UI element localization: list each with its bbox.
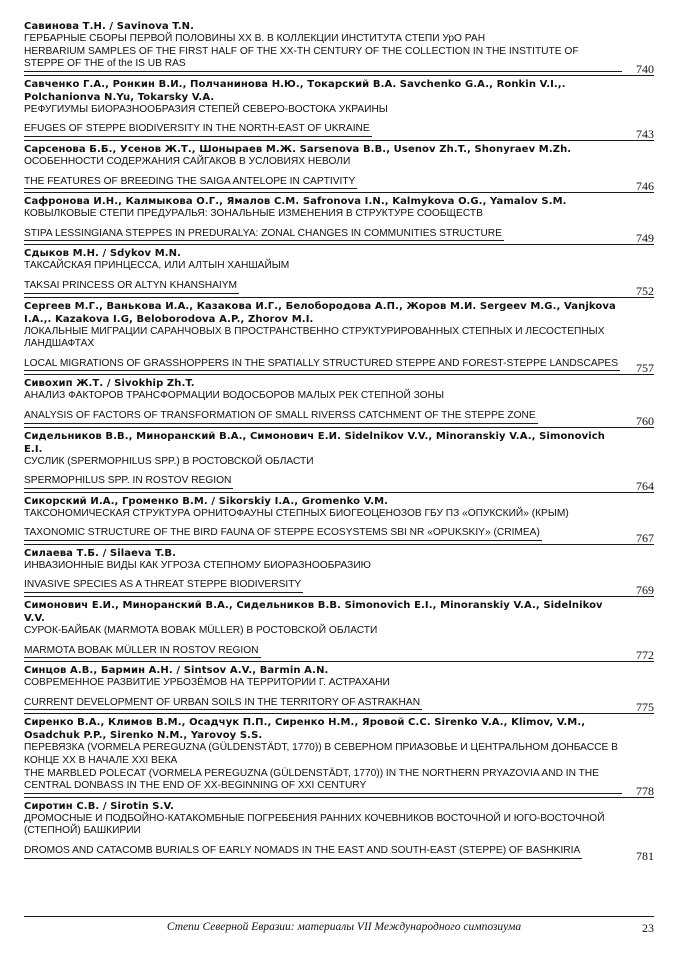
entry-page-number: 781 — [636, 848, 654, 863]
entry-authors: Сидельников В.В., Миноранский В.А., Симонович Е.И. Sidelnikov V.V., Minoranskiy V.A., Simonovich E.I. — [24, 430, 606, 455]
entry-title-en: SPERMOPHILUS SPP. IN ROSTOV REGION — [24, 475, 233, 489]
entry-authors: Сдыков М.Н. / Sdykov M.N. — [24, 248, 182, 260]
entry-title-en: TAKSAI PRINCESS OR ALTYN KHANSHAIYM — [24, 280, 239, 294]
toc-entry — [24, 374, 654, 426]
entry-authors: Силаева Т.Б. / Silaeva T.B. — [24, 547, 176, 559]
entry-authors: Сергеев М.Г., Ванькова И.А., Казакова И.Г., Белобородова А.П., Жоров М.И. Sergeev M.G., Vanjkova I.A.,. Kazakova I.G, Beloborodova A.P., Zhorov M.I. — [24, 300, 616, 325]
entry-title-en: INVASIVE SPECIES AS A THREAT STEPPE BIODIVERSITY — [24, 579, 303, 593]
toc-entry — [24, 244, 654, 296]
entry-authors: Сарсенова Б.Б., Усенов Ж.Т., Шонырaев М.Ж. Sarsenova B.B., Usenov Zh.T., Shonyraev M.Zh. — [24, 143, 572, 155]
toc-entry — [24, 492, 654, 544]
entry-page-number: 743 — [636, 126, 654, 141]
entry-title-en: EFUGES OF STEPPE BIODIVERSITY IN THE NORTH-EAST OF UKRAINE — [24, 123, 372, 137]
entry-authors: Сиротин С.В. / Sirotin S.V. — [24, 800, 174, 812]
page-footer — [24, 916, 654, 935]
entry-title-en: TAXONOMIC STRUCTURE OF THE BIRD FAUNA OF STEPPE ECOSYSTEMS SBI NR «OPUKSKIY» (CRIMEA) — [24, 527, 542, 541]
entry-title-ru: ОСОБЕННОСТИ СОДЕРЖАНИЯ САЙГАКОВ В УСЛОВИЯХ НЕВОЛИ — [24, 155, 351, 167]
entry-page-number: 760 — [636, 413, 654, 428]
footer-page-number: 23 — [642, 921, 654, 935]
entry-title-en: ANALYSIS OF FACTORS OF TRANSFORMATION OF SMALL RIVERSS CATCHMENT OF THE STEPPE ZONE — [24, 410, 538, 424]
toc-entry — [24, 192, 654, 244]
entry-title-ru: ТАКСОНОМИЧЕСКАЯ СТРУКТУРА ОРНИТОФАУНЫ СТЕПНЫХ БИОГЕОЦЕНОЗОВ ГБУ ПЗ «ОПУКСКИЙ» (КРЫМ) — [24, 507, 569, 519]
entry-authors: Савченко Г.А., Ронкин В.И., Полчанинова Н.Ю., Токарский В.А. Savchenko G.A., Ronkin V.I.,. Polchanionva N.Yu, Tokarsky V.A. — [24, 78, 566, 103]
entry-page-number: 772 — [636, 648, 654, 663]
entry-authors: Сикорский И.А., Громенко В.М. / Sikorskiy I.A., Gromenko V.M. — [24, 495, 389, 507]
toc-entry — [24, 427, 654, 492]
entry-title-en: THE FEATURES OF BREEDING THE SAIGA ANTELOPE IN CAPTIVITY — [24, 176, 357, 190]
entry-page-number: 740 — [636, 61, 654, 76]
entry-authors: Сивохип Ж.Т. / Sivokhip Zh.T. — [24, 378, 195, 390]
entry-title-ru: СОВРЕМЕННОЕ РАЗВИТИЕ УРБОЗЁМОВ НА ТЕРРИТОРИИ Г. АСТРАХАНИ — [24, 677, 390, 689]
toc-entry — [24, 797, 654, 862]
entry-title-ru: ПЕРЕВЯЗКА (VORMELA PEREGUZNA (GÜLDENSTÄDT, 1770)) В СЕВЕРНОМ ПРИАЗОВЬЕ И ЦЕНТРАЛЬНОМ ДОНБАССЕ В КОНЦЕ XX В НАЧАЛЕ XXI ВЕКА — [24, 742, 618, 767]
toc-entry — [24, 18, 654, 75]
entry-title-ru: СУРОК-БАЙБАК (MARMOTA BOBAK MÜLLER) В РОСТОВСКОЙ ОБЛАСТИ — [24, 625, 378, 637]
entry-page-number: 769 — [636, 583, 654, 598]
footer-publication-title: Степи Северной Евразии: материалы VII Международного симпозиума — [166, 921, 522, 933]
toc-entry — [24, 544, 654, 596]
entry-page-number: 752 — [636, 283, 654, 298]
toc-entry — [24, 661, 654, 713]
entry-title-ru: ДРОМОСНЫЕ И ПОДБОЙНО-КАТАКОМБНЫЕ ПОГРЕБЕНИЯ РАННИХ КОЧЕВНИКОВ ВОСТОЧНОЙ И ЮГО-ВОСТОЧНОЙ (СТЕПНОЙ) БАШКИРИИ — [24, 812, 605, 837]
entry-title-en: DROMOS AND CATACOMB BURIALS OF EARLY NOMADS IN THE EAST AND SOUTH-EAST (STEPPE) OF BASHKIRIA — [24, 845, 582, 859]
entry-title-ru: ТАКСАЙСКАЯ ПРИНЦЕССА, ИЛИ АЛТЫН ХАНШАЙЫМ — [24, 260, 290, 272]
entry-title-en: HERBARIUM SAMPLES OF THE FIRST HALF OF THE XX-TH CENTURY OF THE COLLECTION IN THE INSTITUTE OF STEPPE OF THE of the IS UB RAS — [24, 46, 622, 72]
toc-entry — [24, 140, 654, 192]
entry-title-ru: КОВЫЛКОВЫЕ СТЕПИ ПРЕДУРАЛЬЯ: ЗОНАЛЬНЫЕ ИЗМЕНЕНИЯ В СТРУКТУРЕ СООБЩЕСТВ — [24, 208, 483, 220]
entry-title-ru: ИНВАЗИОННЫЕ ВИДЫ КАК УГРОЗА СТЕПНОМУ БИОРАЗНООБРАЗИЮ — [24, 559, 371, 571]
entry-title-ru: АНАЛИЗ ФАКТОРОВ ТРАНСФОРМАЦИИ ВОДОСБОРОВ МАЛЫХ РЕК СТЕПНОЙ ЗОНЫ — [24, 390, 444, 402]
entry-page-number: 775 — [636, 700, 654, 715]
entry-authors: Симонович Е.И., Миноранский В.А., Сидельников В.В. Simonovich E.I., Minoranskiy V.A., Sidelnikov V.V. — [24, 600, 603, 625]
entry-title-ru: ГЕРБАРНЫЕ СБОРЫ ПЕРВОЙ ПОЛОВИНЫ XX В. В КОЛЛЕКЦИИ ИНСТИТУТА СТЕПИ УрО РАН — [24, 33, 486, 44]
entry-page-number: 767 — [636, 530, 654, 545]
entry-page-number: 757 — [636, 361, 654, 376]
entry-title-ru: ЛОКАЛЬНЫЕ МИГРАЦИИ САРАНЧОВЫХ В ПРОСТРАНСТВЕННО СТРУКТУРИРОВАННЫХ СТЕПНЫХ И ЛЕСОСТЕПНЫХ ЛАНДШАФТАХ — [24, 325, 605, 350]
entry-authors: Сиренко В.А., Климов В.М., Осадчук П.П., Сиренко Н.М., Яровой С.С. Sirenko V.A., Klimov, V.M., Osadchuk P.P., Sirenko N.M., Yarovoy S.S. — [24, 717, 586, 742]
entry-title-en: THE MARBLED POLECAT (VORMELA PEREGUZNA (GÜLDENSTÄDT, 1770)) IN THE NORTHERN PRYAZOVIA AND IN THE CENTRAL DONBASS IN THE END OF XX-BEGINNING OF XXI CENTURY — [24, 768, 622, 794]
entry-title-ru: СУСЛИК (SPERMOPHILUS SPP.) В РОСТОВСКОЙ ОБЛАСТИ — [24, 455, 314, 467]
entry-page-number: 764 — [636, 478, 654, 493]
toc-entry — [24, 713, 654, 796]
entry-page-number: 778 — [636, 783, 654, 798]
toc-entry — [24, 297, 654, 375]
entry-title-en: STIPA LESSINGIANA STEPPES IN PREDURALYA: ZONAL CHANGES IN COMMUNITIES STRUCTURE — [24, 228, 504, 242]
entry-authors: Сафронова И.Н., Калмыкова О.Г., Ямалов С.М. Safronova I.N., Kalmykova O.G., Yamalov S.M. — [24, 196, 567, 208]
entry-page-number: 746 — [636, 179, 654, 194]
entry-authors: Синцов А.В., Бармин А.Н. / Sintsov A.V., Barmin A.N. — [24, 665, 329, 677]
entry-authors: Савинова Т.Н. / Savinova T.N. — [24, 21, 194, 32]
toc-entry — [24, 596, 654, 661]
entry-title-en: CURRENT DEVELOPMENT OF URBAN SOILS IN THE TERRITORY OF ASTRAKHAN — [24, 697, 422, 711]
entry-title-ru: РЕФУГИУМЫ БИОРАЗНООБРАЗИЯ СТЕПЕЙ СЕВЕРО-ВОСТОКА УКРАИНЫ — [24, 103, 388, 115]
entry-title-en: MARMOTA BOBAK MÜLLER IN ROSTOV REGION — [24, 645, 261, 659]
entry-page-number: 749 — [636, 231, 654, 246]
table-of-contents — [24, 18, 654, 862]
entry-title-en: LOCAL MIGRATIONS OF GRASSHOPPERS IN THE SPATIALLY STRUCTURED STEPPE AND FOREST-STEPPE LANDSCAPES — [24, 358, 620, 372]
toc-entry — [24, 75, 654, 140]
